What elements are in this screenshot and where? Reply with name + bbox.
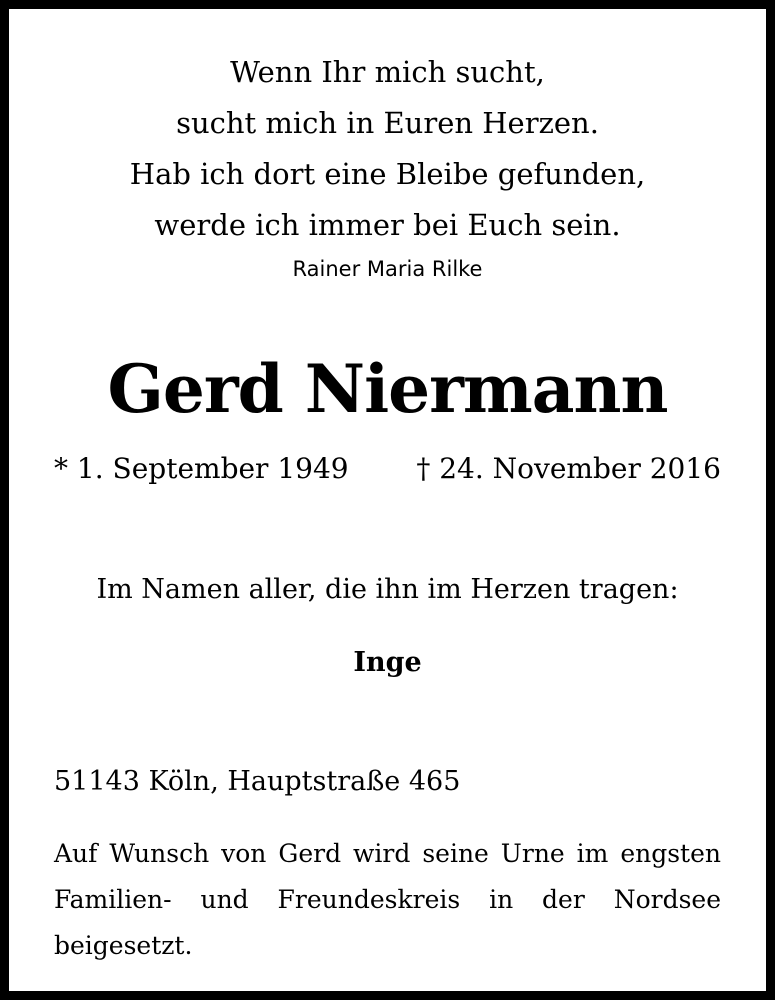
poem-line-3: Hab ich dort eine Bleibe gefunden, [129,157,646,191]
burial-note: Auf Wunsch von Gerd wird seine Urne im engsten Familien- und Freundeskreis in der Nordsee beigesetzt. [54,839,721,960]
mourner-name: Inge [353,647,422,678]
poem-line-1: Wenn Ihr mich sucht, [230,55,545,89]
deceased-name: Gerd Niermann [107,350,668,428]
poem-line-2: sucht mich in Euren Herzen. [176,106,599,140]
mourners-intro: Im Namen aller, die ihn im Herzen tragen: [96,574,679,605]
poem-quote [9,47,766,284]
address: 51143 Köln, Hauptstraße 465 [54,766,461,797]
birth-date: * 1. September 1949 [54,452,349,485]
poem-author: Rainer Maria Rilke [292,257,483,281]
poem-line-4: werde ich immer bei Euch sein. [154,208,621,242]
death-date: † 24. November 2016 [416,452,721,485]
